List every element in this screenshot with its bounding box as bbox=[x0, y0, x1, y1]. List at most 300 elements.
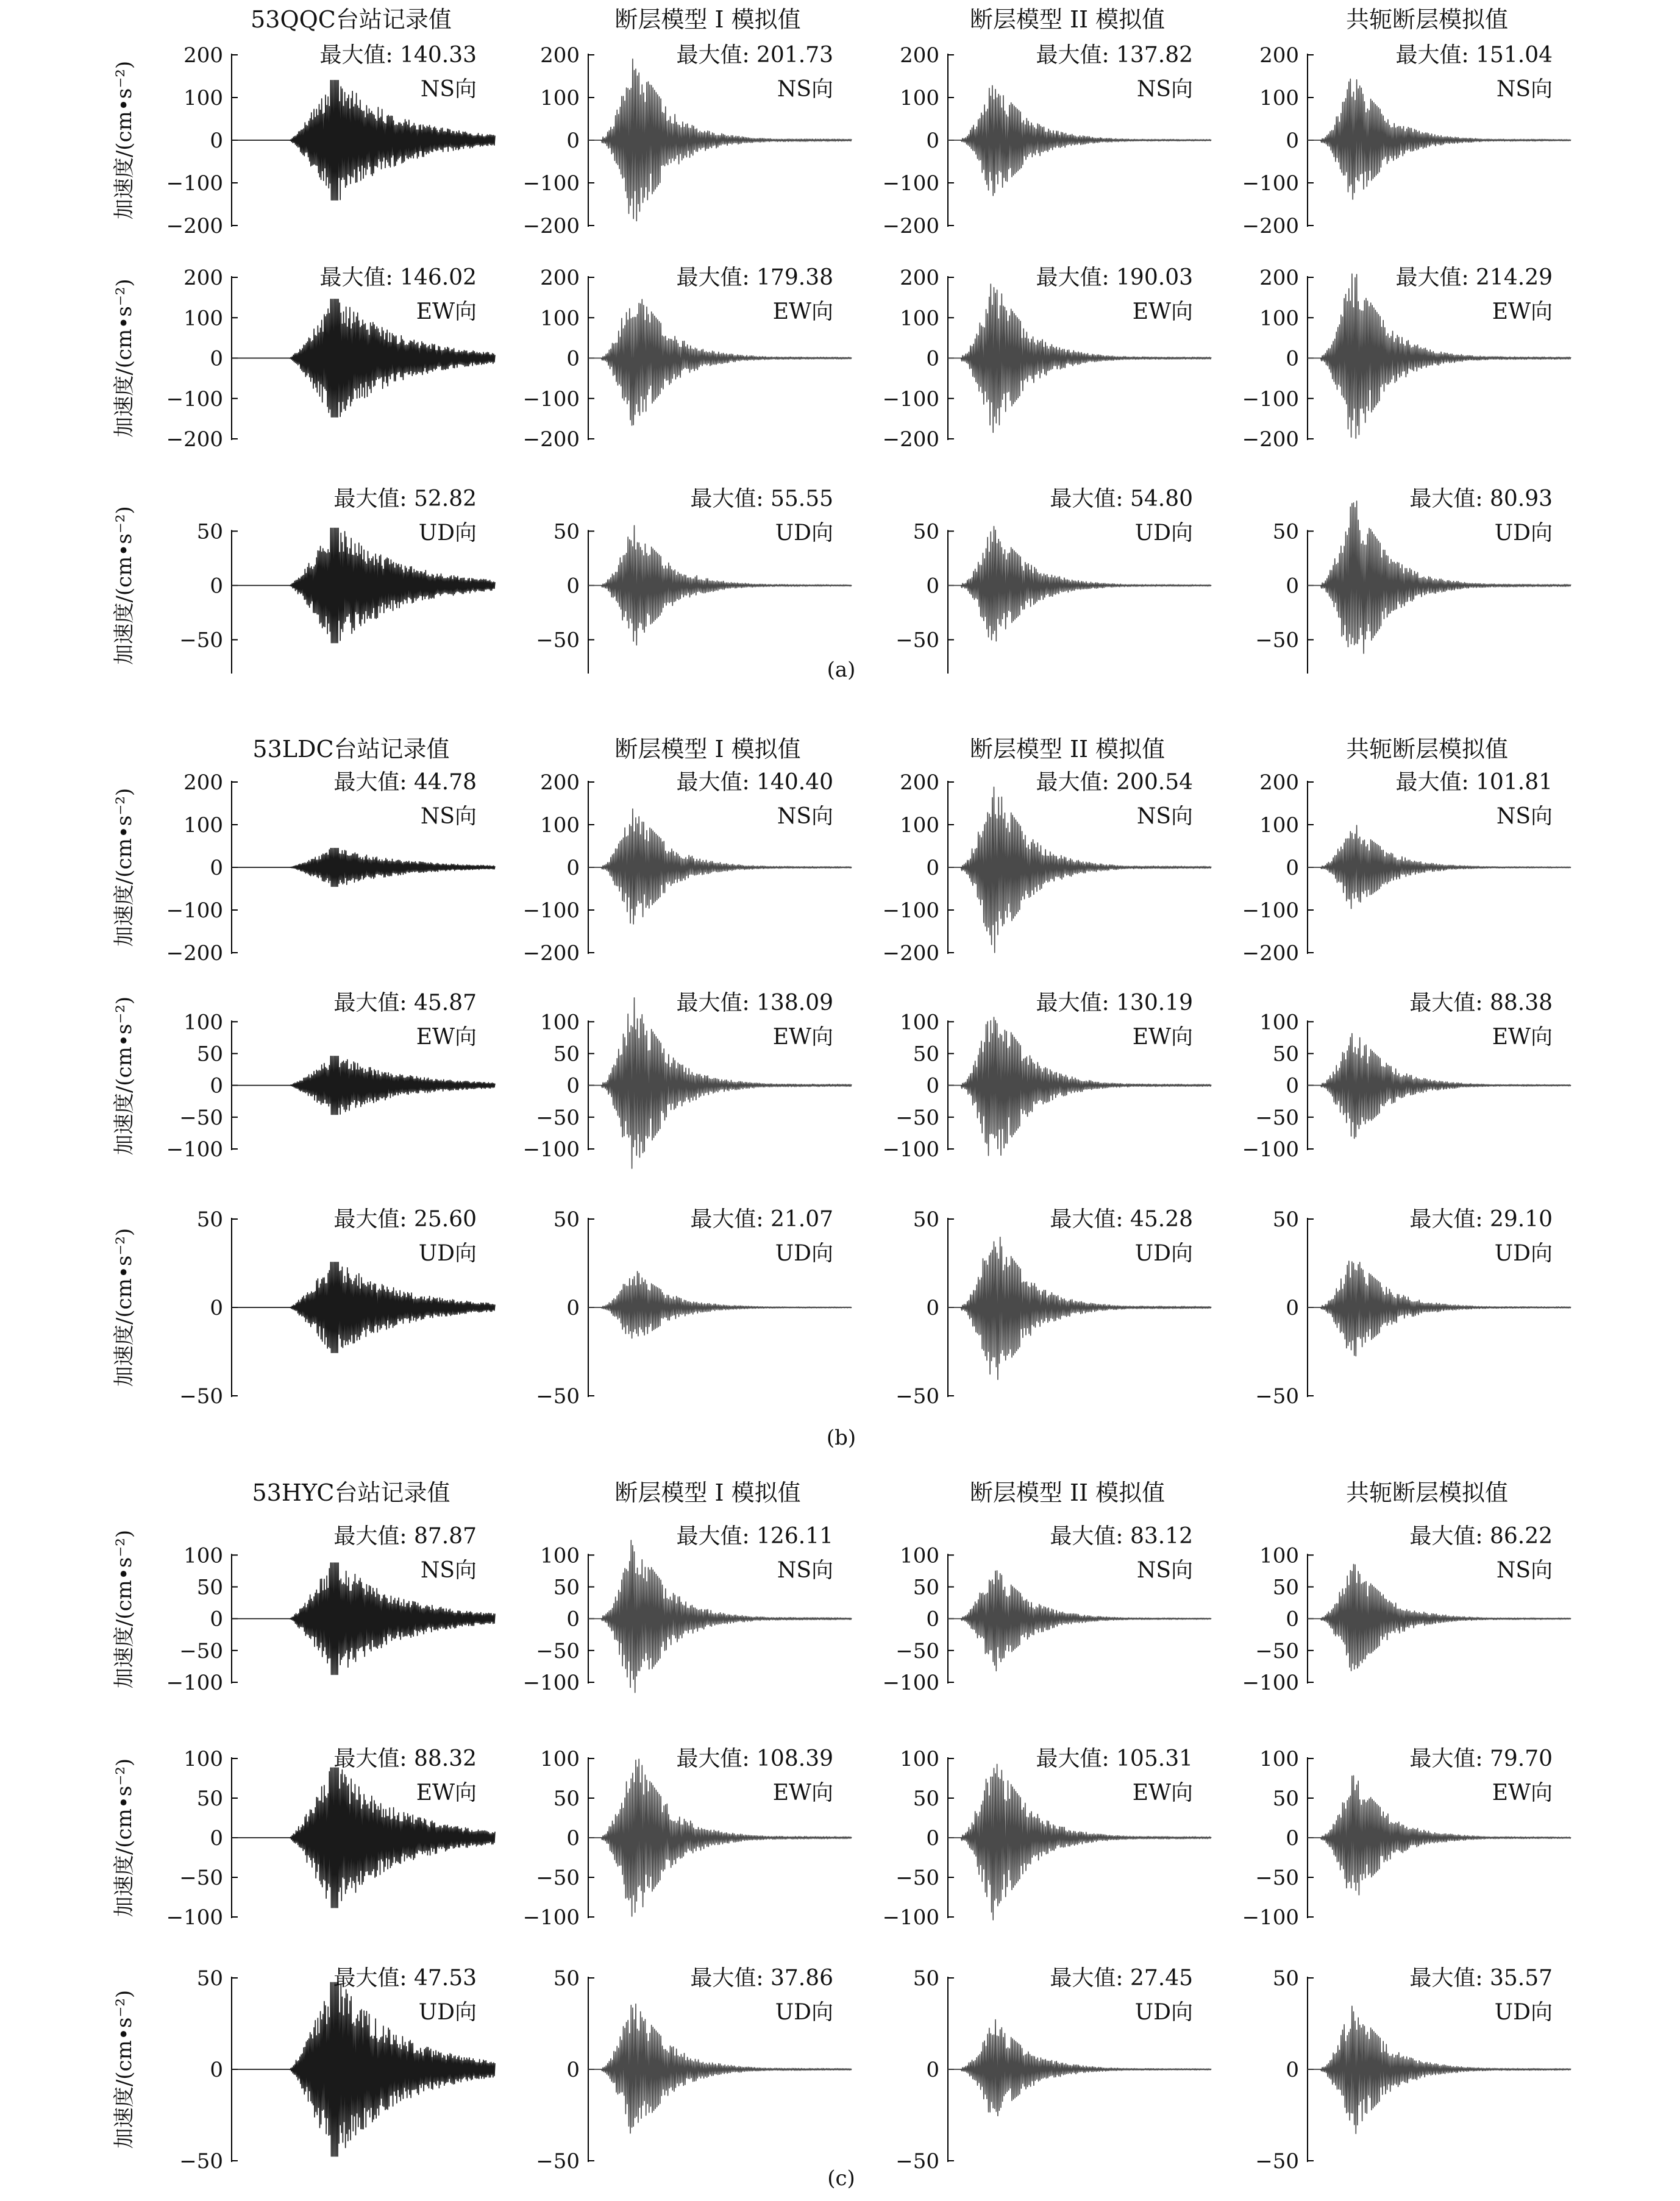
y-tick-label: 0 bbox=[1286, 856, 1299, 880]
y-tick-label: 100 bbox=[1259, 1747, 1299, 1771]
y-tick-label: 0 bbox=[1286, 1826, 1299, 1851]
subplot bbox=[1242, 1524, 1571, 1695]
max-value-label bbox=[1036, 1746, 1193, 1771]
max-value-number: 37.86 bbox=[770, 1966, 833, 1991]
waveform-trace bbox=[1308, 1261, 1571, 1356]
y-tick-label: 100 bbox=[183, 1543, 223, 1568]
component-label: NS向 bbox=[777, 77, 833, 102]
subplot bbox=[166, 43, 495, 238]
max-value-label bbox=[1409, 486, 1553, 511]
y-tick-label: 50 bbox=[553, 1575, 580, 1600]
max-value-number: 140.40 bbox=[756, 770, 833, 795]
y-tick-label: 50 bbox=[553, 1042, 580, 1067]
y-tick-label: 0 bbox=[566, 346, 580, 371]
y-axis-label: 加速度/(cm•s⁻²) bbox=[112, 60, 137, 220]
waveform-trace bbox=[232, 1262, 495, 1353]
component-label: EW向 bbox=[416, 299, 477, 324]
max-value-number: 88.32 bbox=[413, 1746, 477, 1771]
y-tick-label: 0 bbox=[926, 1607, 939, 1632]
max-value-number: 105.31 bbox=[1116, 1746, 1193, 1771]
column-title: 断层模型 II 模拟值 bbox=[969, 736, 1166, 763]
y-tick-label: 50 bbox=[553, 1966, 580, 1991]
subplot bbox=[883, 265, 1211, 452]
max-value-number: 52.82 bbox=[413, 486, 477, 511]
subplot bbox=[895, 486, 1211, 674]
max-value-label bbox=[690, 486, 833, 511]
y-axis-label: 加速度/(cm•s⁻²) bbox=[112, 1989, 137, 2149]
y-tick-label: 100 bbox=[1259, 306, 1299, 331]
max-value-prefix: 最大值: bbox=[1409, 990, 1490, 1015]
max-value-label bbox=[1395, 43, 1553, 68]
max-value-label bbox=[1409, 990, 1553, 1015]
y-tick-label: 100 bbox=[540, 1010, 580, 1035]
y-tick-label: 50 bbox=[1272, 1575, 1299, 1600]
subplot bbox=[179, 486, 495, 674]
column-title: 断层模型 I 模拟值 bbox=[614, 736, 801, 763]
max-value-number: 44.78 bbox=[413, 770, 477, 795]
max-value-prefix: 最大值: bbox=[1409, 1746, 1490, 1771]
component-label: NS向 bbox=[420, 1558, 477, 1583]
max-value-number: 45.28 bbox=[1130, 1207, 1193, 1232]
y-tick-label: 100 bbox=[183, 86, 223, 110]
y-tick-label: 50 bbox=[913, 1787, 939, 1811]
y-tick-label: 100 bbox=[183, 306, 223, 331]
y-tick-label: 200 bbox=[900, 43, 939, 68]
y-tick-label: 100 bbox=[540, 813, 580, 837]
y-tick-label: 50 bbox=[196, 1207, 223, 1232]
y-tick-label: 0 bbox=[210, 2058, 223, 2082]
y-tick-label: 200 bbox=[540, 770, 580, 795]
subplot bbox=[1242, 43, 1571, 238]
subplot bbox=[883, 770, 1211, 965]
y-axis-label: 加速度/(cm•s⁻²) bbox=[112, 1228, 137, 1387]
y-tick-label: 0 bbox=[1286, 1296, 1299, 1320]
y-tick-label: −50 bbox=[536, 628, 580, 653]
component-label: UD向 bbox=[418, 521, 477, 546]
component-label: EW向 bbox=[416, 1780, 477, 1805]
max-value-label bbox=[1036, 770, 1193, 795]
y-tick-label: −100 bbox=[882, 898, 939, 923]
y-tick-label: 0 bbox=[566, 2058, 580, 2082]
y-tick-label: −100 bbox=[166, 171, 223, 196]
y-tick-label: −100 bbox=[522, 386, 580, 411]
max-value-label bbox=[1036, 265, 1193, 290]
y-tick-label: 0 bbox=[1286, 1607, 1299, 1632]
y-tick-label: 50 bbox=[1272, 1966, 1299, 1991]
max-value-label bbox=[676, 770, 833, 795]
component-label: UD向 bbox=[1494, 1241, 1553, 1266]
max-value-label bbox=[319, 265, 477, 290]
y-tick-label: 50 bbox=[553, 519, 580, 544]
max-value-number: 86.22 bbox=[1489, 1524, 1553, 1549]
y-tick-label: −200 bbox=[522, 941, 580, 965]
column-title: 断层模型 I 模拟值 bbox=[614, 6, 801, 33]
max-value-prefix: 最大值: bbox=[676, 990, 757, 1015]
column-title: 53LDC台站记录值 bbox=[252, 736, 450, 763]
max-value-label bbox=[1050, 1207, 1193, 1232]
y-tick-label: −100 bbox=[522, 898, 580, 923]
y-tick-label: 50 bbox=[913, 519, 939, 544]
y-tick-label: 50 bbox=[553, 1207, 580, 1232]
max-value-prefix: 最大值: bbox=[690, 486, 771, 511]
y-tick-label: 0 bbox=[1286, 129, 1299, 153]
subplot bbox=[523, 990, 852, 1168]
y-tick-label: −50 bbox=[179, 1384, 223, 1409]
y-tick-label: 100 bbox=[1259, 813, 1299, 837]
max-value-label bbox=[1050, 1966, 1193, 1991]
max-value-label bbox=[333, 1966, 477, 1991]
y-tick-label: 100 bbox=[900, 86, 939, 110]
component-label: NS向 bbox=[1136, 1558, 1193, 1583]
y-tick-label: 0 bbox=[566, 1073, 580, 1098]
max-value-prefix: 最大值: bbox=[690, 1966, 771, 1991]
y-tick-label: −200 bbox=[166, 427, 223, 452]
max-value-label bbox=[333, 1524, 477, 1549]
subplot bbox=[166, 265, 495, 452]
max-value-label bbox=[1050, 486, 1193, 511]
component-label: UD向 bbox=[418, 1241, 477, 1266]
component-label: NS向 bbox=[1136, 77, 1193, 102]
max-value-prefix: 最大值: bbox=[1050, 1966, 1130, 1991]
max-value-number: 190.03 bbox=[1116, 265, 1193, 290]
component-label: UD向 bbox=[418, 2000, 477, 2025]
max-value-prefix: 最大值: bbox=[333, 1207, 414, 1232]
max-value-number: 87.87 bbox=[413, 1524, 477, 1549]
max-value-prefix: 最大值: bbox=[676, 770, 757, 795]
y-tick-label: 50 bbox=[196, 1966, 223, 1991]
waveform-trace bbox=[1308, 2006, 1571, 2133]
y-tick-label: −50 bbox=[179, 2149, 223, 2174]
panel-label: (a) bbox=[827, 658, 856, 682]
column-title: 断层模型 II 模拟值 bbox=[969, 1479, 1166, 1506]
max-value-number: 83.12 bbox=[1130, 1524, 1193, 1549]
max-value-label bbox=[690, 1207, 833, 1232]
y-tick-label: 50 bbox=[553, 1787, 580, 1811]
y-tick-label: −100 bbox=[1242, 171, 1299, 196]
y-tick-label: −200 bbox=[882, 214, 939, 238]
y-tick-label: 100 bbox=[1259, 86, 1299, 110]
y-tick-label: 50 bbox=[196, 1575, 223, 1600]
component-label: NS向 bbox=[1496, 1558, 1553, 1583]
max-value-prefix: 最大值: bbox=[1036, 770, 1117, 795]
component-label: EW向 bbox=[1492, 299, 1553, 324]
y-tick-label: 100 bbox=[900, 306, 939, 331]
max-value-prefix: 最大值: bbox=[333, 770, 414, 795]
y-tick-label: −50 bbox=[1255, 1638, 1299, 1663]
waveform-trace bbox=[948, 2020, 1211, 2116]
max-value-label bbox=[1409, 1524, 1553, 1549]
y-tick-label: −200 bbox=[166, 214, 223, 238]
component-label: EW向 bbox=[416, 1025, 477, 1050]
y-tick-label: −50 bbox=[536, 1638, 580, 1663]
max-value-prefix: 最大值: bbox=[333, 1966, 414, 1991]
max-value-prefix: 最大值: bbox=[1050, 1207, 1130, 1232]
max-value-label bbox=[1409, 1207, 1553, 1232]
y-tick-label: 50 bbox=[913, 1207, 939, 1232]
subplot bbox=[1242, 770, 1571, 965]
y-tick-label: 0 bbox=[1286, 346, 1299, 371]
max-value-number: 101.81 bbox=[1476, 770, 1553, 795]
y-tick-label: −50 bbox=[179, 628, 223, 653]
waveform-trace bbox=[232, 848, 495, 887]
component-label: UD向 bbox=[1134, 2000, 1193, 2025]
max-value-number: 201.73 bbox=[756, 43, 833, 68]
max-value-prefix: 最大值: bbox=[676, 1746, 757, 1771]
y-tick-label: −100 bbox=[166, 1137, 223, 1162]
max-value-label bbox=[1409, 1746, 1553, 1771]
subplot bbox=[1255, 1966, 1571, 2174]
y-tick-label: 100 bbox=[1259, 1543, 1299, 1568]
y-tick-label: 0 bbox=[926, 2058, 939, 2082]
max-value-prefix: 最大值: bbox=[333, 990, 414, 1015]
subplot bbox=[883, 43, 1211, 238]
max-value-prefix: 最大值: bbox=[1036, 990, 1117, 1015]
y-tick-label: −100 bbox=[1242, 1905, 1299, 1930]
component-label: UD向 bbox=[1134, 521, 1193, 546]
y-tick-label: −50 bbox=[1255, 2149, 1299, 2174]
max-value-label bbox=[676, 990, 833, 1015]
y-tick-label: −100 bbox=[522, 1671, 580, 1695]
component-label: UD向 bbox=[775, 1241, 833, 1266]
max-value-number: 55.55 bbox=[770, 486, 833, 511]
max-value-label bbox=[1036, 990, 1193, 1015]
component-label: EW向 bbox=[1132, 1025, 1193, 1050]
max-value-label bbox=[333, 990, 477, 1015]
subplot bbox=[895, 1966, 1211, 2174]
y-tick-label: −50 bbox=[1255, 1384, 1299, 1409]
y-tick-label: −100 bbox=[166, 1905, 223, 1930]
max-value-prefix: 最大值: bbox=[333, 1524, 414, 1549]
column-title: 53QQC台站记录值 bbox=[251, 6, 452, 33]
subplot bbox=[883, 1524, 1211, 1695]
max-value-number: 29.10 bbox=[1489, 1207, 1553, 1232]
max-value-prefix: 最大值: bbox=[1409, 1524, 1490, 1549]
subplot bbox=[166, 770, 495, 965]
max-value-prefix: 最大值: bbox=[1395, 265, 1476, 290]
waveform-trace bbox=[948, 1571, 1211, 1671]
max-value-label bbox=[1050, 1524, 1193, 1549]
max-value-label bbox=[1036, 43, 1193, 68]
subplot bbox=[895, 1207, 1211, 1409]
y-tick-label: 0 bbox=[926, 574, 939, 599]
max-value-prefix: 最大值: bbox=[1395, 43, 1476, 68]
max-value-number: 151.04 bbox=[1476, 43, 1553, 68]
y-tick-label: −100 bbox=[522, 1137, 580, 1162]
y-tick-label: 0 bbox=[926, 1073, 939, 1098]
y-tick-label: 200 bbox=[1259, 266, 1299, 290]
subplot bbox=[883, 1746, 1211, 1930]
max-value-label bbox=[690, 1966, 833, 1991]
y-tick-label: 0 bbox=[1286, 574, 1299, 599]
y-tick-label: 50 bbox=[913, 1966, 939, 1991]
max-value-label bbox=[333, 770, 477, 795]
component-label: EW向 bbox=[772, 1025, 833, 1050]
subplot bbox=[536, 1207, 852, 1409]
y-tick-label: 0 bbox=[566, 129, 580, 153]
component-label: UD向 bbox=[775, 521, 833, 546]
column-title: 共轭断层模拟值 bbox=[1345, 736, 1509, 763]
y-tick-label: −50 bbox=[895, 1384, 939, 1409]
subplot bbox=[523, 43, 852, 238]
component-label: UD向 bbox=[1494, 2000, 1553, 2025]
y-tick-label: 0 bbox=[210, 1073, 223, 1098]
y-tick-label: 100 bbox=[1259, 1010, 1299, 1035]
waveform-trace bbox=[588, 1271, 852, 1339]
y-axis-label: 加速度/(cm•s⁻²) bbox=[112, 279, 137, 438]
y-tick-label: 0 bbox=[926, 1826, 939, 1851]
component-label: UD向 bbox=[1134, 1241, 1193, 1266]
max-value-number: 80.93 bbox=[1489, 486, 1553, 511]
max-value-number: 47.53 bbox=[413, 1966, 477, 1991]
max-value-number: 35.57 bbox=[1489, 1966, 1553, 1991]
subplot bbox=[1255, 1207, 1571, 1409]
max-value-number: 137.82 bbox=[1116, 43, 1193, 68]
component-label: NS向 bbox=[1496, 77, 1553, 102]
y-tick-label: −50 bbox=[895, 2149, 939, 2174]
subplot bbox=[523, 1746, 852, 1930]
y-tick-label: −50 bbox=[536, 2149, 580, 2174]
y-tick-label: −100 bbox=[1242, 1137, 1299, 1162]
y-tick-label: 100 bbox=[540, 1543, 580, 1568]
max-value-prefix: 最大值: bbox=[1036, 265, 1117, 290]
y-tick-label: 0 bbox=[1286, 1073, 1299, 1098]
column-title: 共轭断层模拟值 bbox=[1345, 6, 1509, 33]
y-tick-label: 200 bbox=[540, 43, 580, 68]
component-label: EW向 bbox=[1492, 1780, 1553, 1805]
max-value-prefix: 最大值: bbox=[676, 1524, 757, 1549]
y-tick-label: −100 bbox=[882, 1905, 939, 1930]
y-tick-label: 200 bbox=[183, 43, 223, 68]
y-tick-label: 100 bbox=[540, 306, 580, 331]
waveform-trace bbox=[1308, 274, 1571, 438]
y-tick-label: 0 bbox=[926, 1296, 939, 1320]
subplot bbox=[523, 770, 852, 965]
y-tick-label: 0 bbox=[210, 856, 223, 880]
subplot bbox=[179, 1207, 495, 1409]
waveform-trace bbox=[948, 85, 1211, 196]
subplot bbox=[166, 1746, 495, 1930]
y-tick-label: −50 bbox=[179, 1866, 223, 1890]
y-tick-label: −50 bbox=[536, 1866, 580, 1890]
max-value-prefix: 最大值: bbox=[1036, 43, 1117, 68]
component-label: EW向 bbox=[1132, 1780, 1193, 1805]
subplot bbox=[523, 1524, 852, 1695]
y-tick-label: −50 bbox=[1255, 628, 1299, 653]
y-tick-label: −200 bbox=[1242, 941, 1299, 965]
y-tick-label: −100 bbox=[882, 1137, 939, 1162]
y-axis-label: 加速度/(cm•s⁻²) bbox=[112, 996, 137, 1156]
subplot bbox=[1242, 990, 1571, 1162]
y-axis-label: 加速度/(cm•s⁻²) bbox=[112, 506, 137, 665]
max-value-number: 200.54 bbox=[1116, 770, 1193, 795]
y-tick-label: −50 bbox=[895, 628, 939, 653]
component-label: NS向 bbox=[420, 804, 477, 829]
y-tick-label: 100 bbox=[900, 1010, 939, 1035]
max-value-number: 130.19 bbox=[1116, 990, 1193, 1015]
y-tick-label: 100 bbox=[183, 1010, 223, 1035]
y-tick-label: −100 bbox=[882, 171, 939, 196]
max-value-label bbox=[333, 1207, 477, 1232]
y-tick-label: −50 bbox=[895, 1105, 939, 1130]
y-tick-label: −50 bbox=[1255, 1866, 1299, 1890]
max-value-number: 54.80 bbox=[1130, 486, 1193, 511]
y-tick-label: 0 bbox=[926, 129, 939, 153]
max-value-label bbox=[676, 1746, 833, 1771]
y-tick-label: 100 bbox=[183, 1747, 223, 1771]
y-tick-label: −200 bbox=[882, 427, 939, 452]
y-tick-label: −50 bbox=[536, 1105, 580, 1130]
y-tick-label: 0 bbox=[210, 1296, 223, 1320]
subplot bbox=[1255, 486, 1571, 674]
y-tick-label: −50 bbox=[179, 1638, 223, 1663]
y-tick-label: 0 bbox=[566, 1607, 580, 1632]
y-tick-label: 0 bbox=[210, 129, 223, 153]
y-tick-label: −50 bbox=[895, 1638, 939, 1663]
component-label: EW向 bbox=[1132, 299, 1193, 324]
max-value-prefix: 最大值: bbox=[1409, 486, 1490, 511]
max-value-prefix: 最大值: bbox=[1409, 1966, 1490, 1991]
waveform-trace bbox=[232, 1056, 495, 1115]
max-value-label bbox=[676, 1524, 833, 1549]
y-tick-label: 100 bbox=[540, 86, 580, 110]
component-label: NS向 bbox=[420, 77, 477, 102]
max-value-number: 179.38 bbox=[756, 265, 833, 290]
subplot bbox=[1242, 1746, 1571, 1930]
component-label: UD向 bbox=[775, 2000, 833, 2025]
y-tick-label: 100 bbox=[540, 1747, 580, 1771]
y-tick-label: 50 bbox=[196, 1787, 223, 1811]
y-tick-label: 50 bbox=[913, 1575, 939, 1600]
max-value-prefix: 最大值: bbox=[690, 1207, 771, 1232]
y-tick-label: −100 bbox=[166, 898, 223, 923]
y-tick-label: −100 bbox=[882, 1671, 939, 1695]
y-tick-label: −100 bbox=[166, 1671, 223, 1695]
y-tick-label: −50 bbox=[1255, 1105, 1299, 1130]
max-value-number: 79.70 bbox=[1489, 1746, 1553, 1771]
y-tick-label: 50 bbox=[1272, 519, 1299, 544]
max-value-prefix: 最大值: bbox=[1050, 1524, 1130, 1549]
max-value-number: 88.38 bbox=[1489, 990, 1553, 1015]
y-tick-label: 0 bbox=[566, 1826, 580, 1851]
max-value-prefix: 最大值: bbox=[1409, 1207, 1490, 1232]
y-tick-label: 50 bbox=[913, 1042, 939, 1067]
subplot bbox=[166, 1524, 495, 1695]
max-value-number: 146.02 bbox=[400, 265, 477, 290]
y-tick-label: 200 bbox=[183, 770, 223, 795]
max-value-prefix: 最大值: bbox=[1395, 770, 1476, 795]
max-value-number: 25.60 bbox=[413, 1207, 477, 1232]
y-tick-label: −50 bbox=[179, 1105, 223, 1130]
max-value-prefix: 最大值: bbox=[333, 1746, 414, 1771]
y-tick-label: −100 bbox=[1242, 1671, 1299, 1695]
y-tick-label: 200 bbox=[1259, 43, 1299, 68]
y-tick-label: 50 bbox=[1272, 1207, 1299, 1232]
max-value-label bbox=[1395, 770, 1553, 795]
waveform-trace bbox=[1308, 825, 1571, 909]
component-label: NS向 bbox=[1136, 804, 1193, 829]
y-tick-label: 200 bbox=[540, 266, 580, 290]
max-value-label bbox=[676, 43, 833, 68]
y-tick-label: 0 bbox=[566, 856, 580, 880]
max-value-label bbox=[333, 486, 477, 511]
max-value-prefix: 最大值: bbox=[319, 43, 400, 68]
max-value-label bbox=[319, 43, 477, 68]
max-value-prefix: 最大值: bbox=[1036, 1746, 1117, 1771]
y-tick-label: −50 bbox=[536, 1384, 580, 1409]
y-tick-label: −200 bbox=[522, 427, 580, 452]
y-tick-label: 100 bbox=[183, 813, 223, 837]
max-value-label bbox=[1395, 265, 1553, 290]
